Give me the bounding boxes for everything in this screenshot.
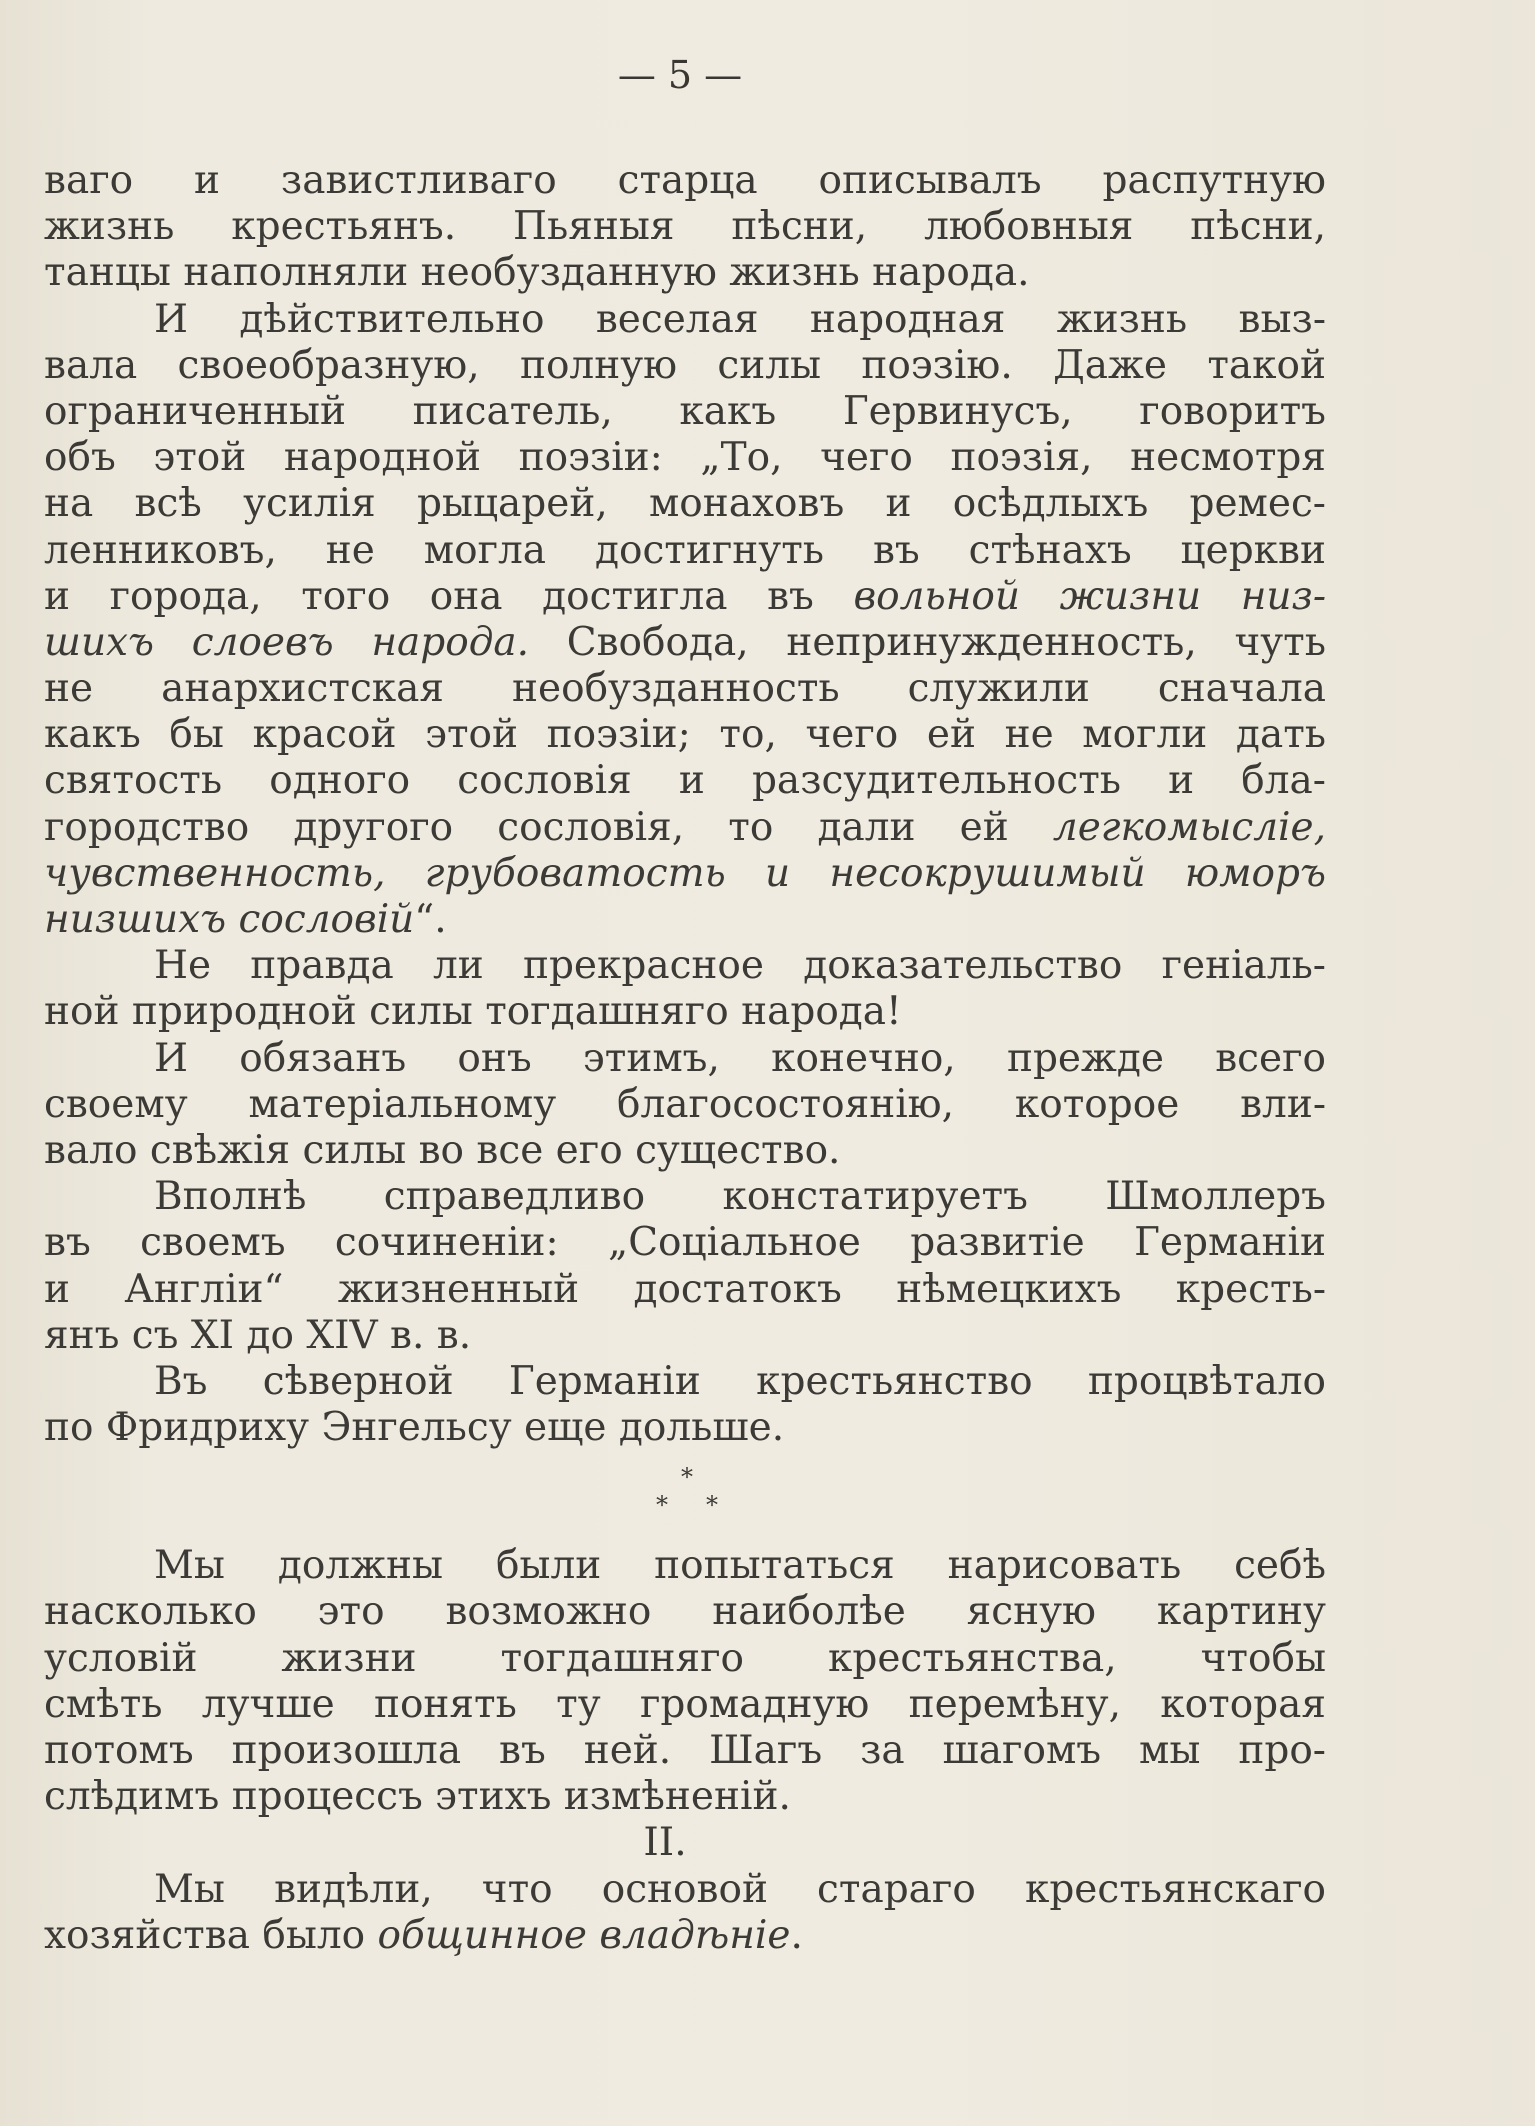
- text-line: не анархистская необузданность служили сначала: [44, 666, 1326, 712]
- italic-segment: чувственность, грубоватость и несокрушимый юморъ: [44, 850, 1326, 896]
- text-line: потомъ произошла въ ней. Шагъ за шагомъ мы про-: [44, 1728, 1326, 1773]
- text-line: [44, 1913, 1326, 1959]
- text-line: янъ съ XI до XIV в. в.: [44, 1312, 472, 1358]
- italic-segment: вольной жизни низ-: [853, 573, 1326, 619]
- text-line: ной природной силы тогдашняго народа!: [44, 989, 902, 1035]
- text-line: танцы наполняли необузданную жизнь народа.: [44, 250, 1030, 296]
- text-line: вало свѣжія силы во все его существо.: [44, 1127, 841, 1173]
- section-heading: II.: [643, 1820, 687, 1866]
- text-segment: .: [790, 1912, 803, 1958]
- text-line: условій жизни тогдашняго крестьянства, чтобы: [44, 1635, 1326, 1681]
- text-line: объ этой народной поэзіи: „То, чего поэзія, несмотря: [44, 435, 1326, 481]
- asterism-star: *: [656, 1491, 668, 1520]
- text-line: Мы должны были попытаться нарисовать себѣ: [154, 1543, 1326, 1589]
- text-line: въ своемъ сочиненіи: „Соціальное развитіе Германіи: [44, 1220, 1326, 1266]
- text-line: ленниковъ, не могла достигнуть въ стѣнахъ церкви: [44, 527, 1326, 573]
- text-segment: хозяйства было: [44, 1912, 378, 1958]
- italic-segment: легкомысліе,: [1052, 804, 1326, 850]
- text-line: [44, 897, 1326, 943]
- text-line: и Англіи“ жизненный достатокъ нѣмецкихъ кресть-: [44, 1266, 1326, 1312]
- asterism-star: *: [681, 1463, 693, 1492]
- text-line: слѣдимъ процессъ этихъ измѣненій.: [44, 1774, 791, 1820]
- text-line: [44, 574, 1326, 620]
- text-segment: “.: [414, 897, 447, 942]
- text-line: насколько это возможно наиболѣе ясную картину: [44, 1589, 1326, 1635]
- page-number: — 5 —: [617, 53, 743, 97]
- text-line: [44, 805, 1326, 851]
- text-line: смѣть лучше понять ту громадную перемѣну, которая: [44, 1681, 1326, 1727]
- text-line: своему матеріальному благосостоянію, которое вли-: [44, 1081, 1326, 1127]
- asterism: [44, 1451, 1326, 1543]
- page-text: [44, 158, 1326, 1959]
- text-line: какъ бы красой этой поэзіи; то, чего ей не могли дать: [44, 712, 1326, 758]
- text-line: святость одного сословія и разсудительность и бла-: [44, 758, 1326, 804]
- asterism-star: *: [706, 1491, 718, 1520]
- text-line: вала своеобразную, полную силы поэзію. Даже такой: [44, 342, 1326, 388]
- text-line: Вполнѣ справедливо констатируетъ Шмоллеръ: [154, 1174, 1326, 1220]
- text-line: И дѣйствительно веселая народная жизнь выз-: [154, 296, 1326, 342]
- text-line: ограниченный писатель, какъ Гервинусъ, говоритъ: [44, 388, 1326, 434]
- text-line: жизнь крестьянъ. Пьяныя пѣсни, любовныя пѣсни,: [44, 204, 1326, 250]
- text-line: И обязанъ онъ этимъ, конечно, прежде всего: [154, 1035, 1326, 1081]
- text-segment: городство другого сословія, то дали ей: [44, 804, 1053, 850]
- text-segment: Свобода, непринужденность, чуть: [529, 619, 1326, 665]
- text-line: Не правда ли прекрасное доказательство геніаль-: [154, 943, 1326, 989]
- text-segment: и города, того она достигла въ: [44, 573, 854, 619]
- text-line: ваго и завистливаго старца описывалъ распутную: [44, 158, 1326, 203]
- italic-segment: общинное владѣніе: [377, 1912, 791, 1958]
- text-line: Въ сѣверной Германіи крестьянство процвѣтало: [154, 1358, 1326, 1404]
- italic-segment: шихъ слоевъ народа.: [44, 619, 530, 665]
- text-line: Мы видѣли, что основой стараго крестьянскаго: [154, 1866, 1326, 1912]
- text-line: [44, 851, 1326, 897]
- text-line: по Фридриху Энгельсу еще дольше.: [44, 1405, 785, 1451]
- text-line: [44, 620, 1326, 666]
- italic-segment: низшихъ сословій: [44, 897, 415, 942]
- text-line: на всѣ усилія рыцарей, монаховъ и осѣдлыхъ ремес-: [44, 481, 1326, 527]
